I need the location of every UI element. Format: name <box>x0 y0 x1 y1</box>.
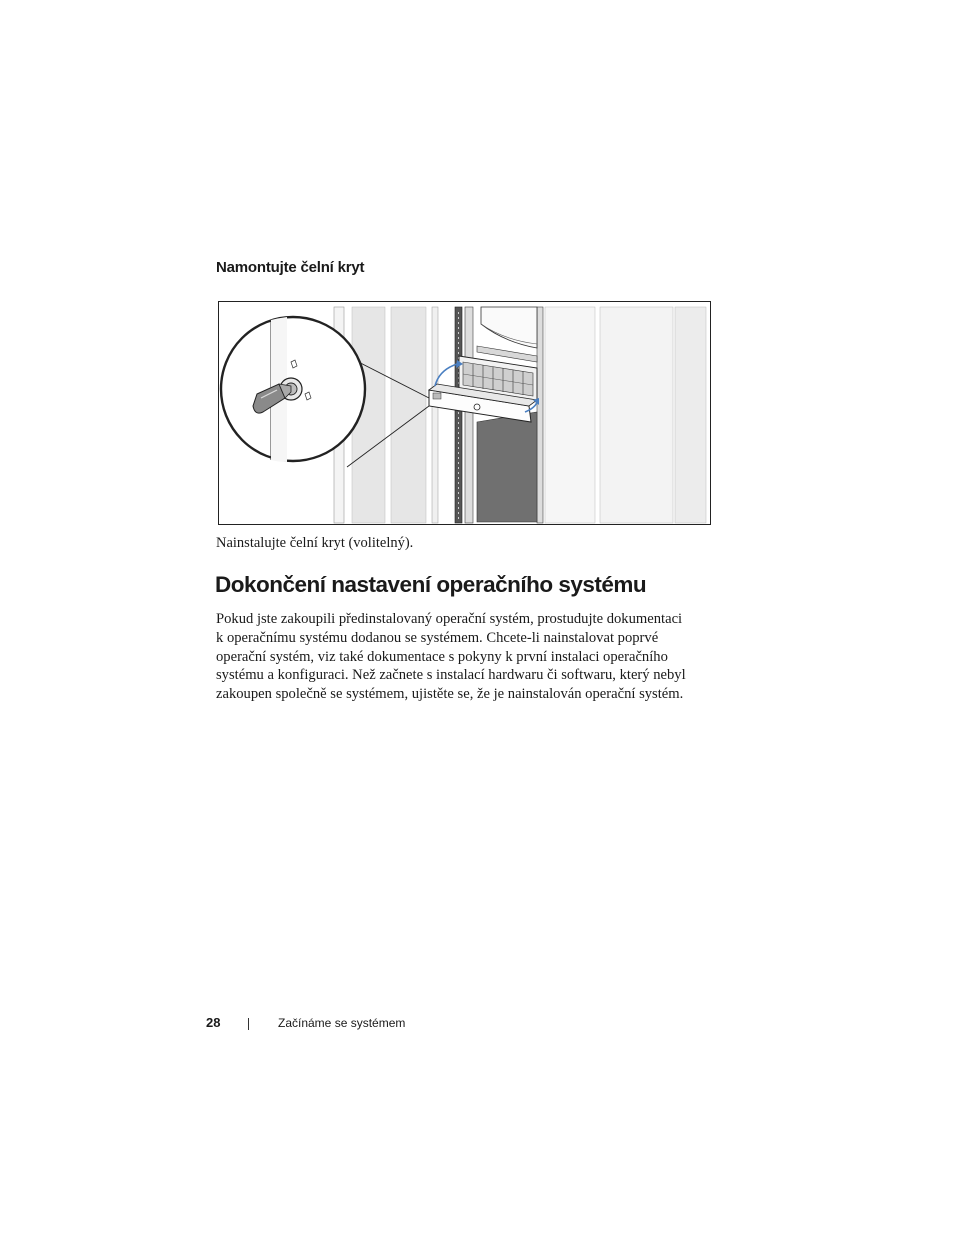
body-line: zakoupen společně se systémem, ujistěte se, že je nainstalován operační systém. <box>216 686 684 703</box>
page-footer <box>0 1015 954 1035</box>
monitor-shape <box>477 307 537 362</box>
section-heading: Namontujte čelní kryt <box>216 259 365 276</box>
figure-caption: Nainstalujte čelní kryt (volitelný). <box>216 535 414 551</box>
body-paragraph <box>216 610 716 704</box>
rack-interior <box>477 412 537 522</box>
bezel-installation-drawing <box>219 302 710 524</box>
footer-chapter-title: Začínáme se systémem <box>278 1016 406 1030</box>
main-heading: Dokončení nastavení operačního systému <box>215 572 647 597</box>
bezel-illustration <box>218 301 711 525</box>
body-line: k operačnímu systému dodanou se systémem. Chcete-li nainstalovat poprvé <box>216 629 659 646</box>
body-line: operační systém, viz také dokumentace s pokyny k první instalaci operačního <box>216 648 668 665</box>
body-line: Pokud jste zakoupili předinstalovaný operační systém, prostudujte dokumentaci <box>216 611 683 627</box>
body-line: systému a konfiguraci. Než začnete s instalací hardwaru či softwaru, který nebyl <box>216 667 686 684</box>
magnified-lock-detail <box>221 317 365 462</box>
footer-divider <box>248 1018 249 1030</box>
page-number: 28 <box>206 1015 221 1030</box>
